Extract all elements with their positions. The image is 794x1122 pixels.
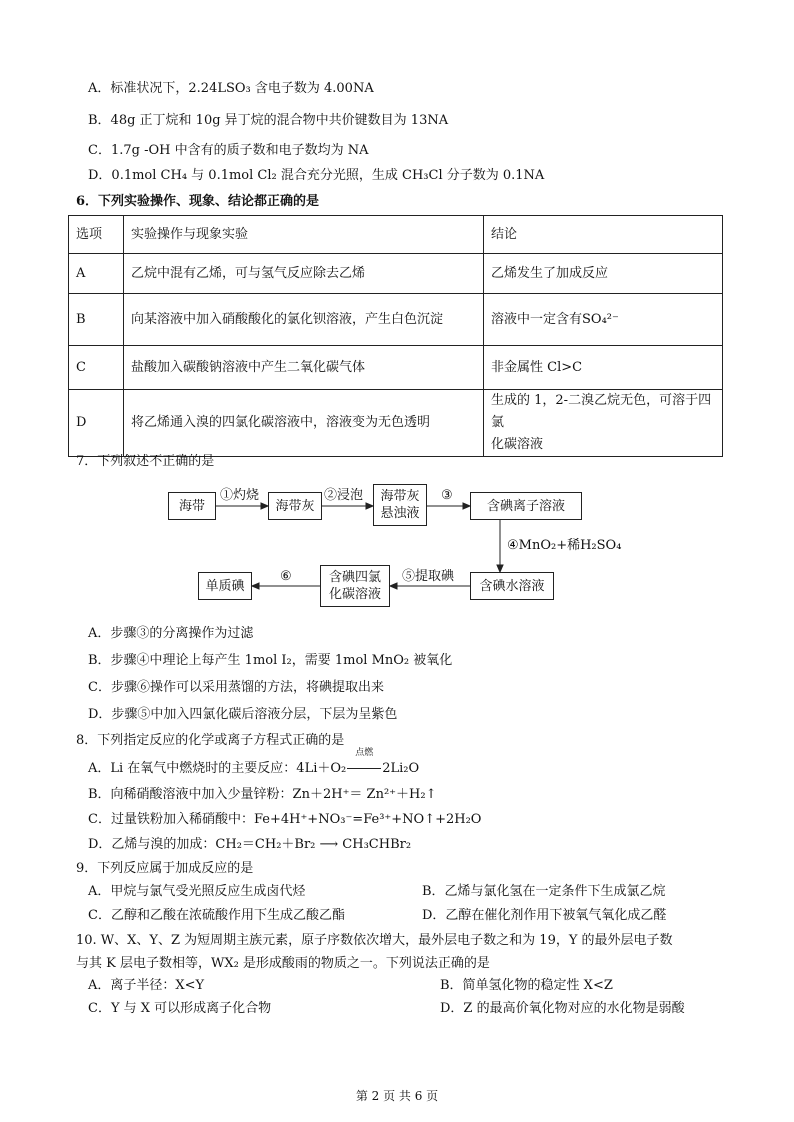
table-header-row bbox=[69, 216, 723, 254]
q8-option-b: B．向稀硝酸溶液中加入少量锌粉：Zn＋2H⁺＝ Zn²⁺＋H₂↑ bbox=[88, 787, 437, 802]
table-header-cell: 结论 bbox=[484, 216, 723, 254]
q10-stem-line-2: 与其 K 层电子数相等，WX₂ 是形成酸雨的物质之一。下列说法正确的是 bbox=[76, 956, 490, 971]
q7-option-b: B．步骤④中理论上每产生 1mol I₂，需要 1mol MnO₂ 被氧化 bbox=[88, 653, 453, 668]
q9-stem: 9．下列反应属于加成反应的是 bbox=[76, 861, 254, 876]
equals-line bbox=[347, 768, 381, 769]
q10-option-d: D．Z 的最高价氧化物对应的水化物是弱酸 bbox=[440, 1001, 685, 1016]
table-cell: 非金属性 Cl>C bbox=[484, 346, 723, 390]
flow-step-3-label: ③ bbox=[441, 488, 453, 503]
q5-option-b: B．48g 正丁烷和 10g 异丁烷的混合物中共价键数目为 13NA bbox=[88, 113, 449, 128]
table-cell: 溶液中一定含有SO₄²⁻ bbox=[484, 294, 723, 346]
flow-box-ash: 海带灰 bbox=[268, 492, 322, 520]
q8-option-c: C．过量铁粉加入稀硝酸中：Fe+4H⁺+NO₃⁻=Fe³⁺+NO↑+2H₂O bbox=[88, 812, 482, 827]
q8-stem: 8．下列指定反应的化学或离子方程式正确的是 bbox=[76, 733, 345, 748]
table-row bbox=[69, 254, 723, 294]
arrow-5-head bbox=[390, 583, 397, 589]
table-cell: C bbox=[69, 346, 124, 390]
flow-box-iodine-water: 含碘水溶液 bbox=[470, 572, 554, 600]
table-cell: 乙烷中混有乙烯，可与氢气反应除去乙烯 bbox=[124, 254, 484, 294]
q8-option-a-text: A．Li 在氧气中燃烧时的主要反应：4Li＋O₂ bbox=[88, 761, 347, 776]
flow-box-line: 含碘四氯 bbox=[328, 570, 381, 585]
table-cell: 向某溶液中加入硝酸酸化的氯化钡溶液，产生白色沉淀 bbox=[124, 294, 484, 346]
q9-option-d: D．乙醇在催化剂作用下被氧气氧化成乙醛 bbox=[422, 908, 667, 923]
flow-box-ccl4-solution bbox=[320, 565, 390, 607]
reaction-condition-arrow bbox=[346, 748, 382, 778]
q7-option-d: D．步骤⑤中加入四氯化碳后溶液分层，下层为呈紫色 bbox=[88, 707, 398, 722]
arrow-4-head bbox=[497, 565, 503, 572]
q5-option-c: C．1.7g -OH 中含有的质子数和电子数均为 NA bbox=[88, 143, 369, 158]
q9-option-a: A．甲烷与氯气受光照反应生成卤代烃 bbox=[88, 884, 306, 899]
q10-option-b: B．简单氢化物的稳定性 X<Z bbox=[440, 978, 613, 993]
flow-box-line: 海带灰 bbox=[380, 489, 420, 504]
table-cell-line: 化碳溶液 bbox=[491, 437, 544, 452]
flow-box-iodine: 单质碘 bbox=[198, 572, 252, 600]
table-cell-line: 生成的 1，2-二溴乙烷无色，可溶于四氯 bbox=[491, 393, 712, 430]
flow-step-5-label: ⑤提取碘 bbox=[402, 569, 455, 584]
flow-box-iodide-solution: 含碘离子溶液 bbox=[470, 492, 582, 520]
flow-step-2-label: ②浸泡 bbox=[324, 488, 364, 503]
table-cell: 乙烯发生了加成反应 bbox=[484, 254, 723, 294]
q6-table bbox=[68, 215, 723, 457]
flow-step-4-label: ④MnO₂+稀H₂SO₄ bbox=[507, 538, 622, 553]
table-cell: 盐酸加入碳酸钠溶液中产生二氧化碳气体 bbox=[124, 346, 484, 390]
flow-box-line: 悬浊液 bbox=[380, 506, 420, 521]
q9-option-c: C．乙醇和乙酸在浓硫酸作用下生成乙酸乙酯 bbox=[88, 908, 345, 923]
q5-option-a: A．标准状况下，2.24LSO₃ 含电子数为 4.00NA bbox=[88, 81, 374, 96]
q8-option-d: D．乙烯与溴的加成：CH₂＝CH₂＋Br₂ ⟶ CH₃CHBr₂ bbox=[88, 837, 412, 852]
reaction-condition: 点燃 bbox=[355, 748, 374, 758]
flow-box-line: 化碳溶液 bbox=[328, 587, 381, 602]
table-row bbox=[69, 346, 723, 390]
table-cell: A bbox=[69, 254, 124, 294]
page-footer: 第 2 页 共 6 页 bbox=[355, 1089, 439, 1103]
q9-option-b: B．乙烯与氯化氢在一定条件下生成氯乙烷 bbox=[422, 884, 666, 899]
arrow-1-head bbox=[261, 503, 268, 509]
flow-step-6-label: ⑥ bbox=[280, 569, 292, 584]
q5-option-d: D．0.1mol CH₄ 与 0.1mol Cl₂ 混合充分光照，生成 CH₃Cl 分子数为 0.1NA bbox=[88, 168, 545, 183]
q10-stem-line-1: 10. W、X、Y、Z 为短周期主族元素，原子序数依次增大，最外层电子数之和为 19，Y 的最外层电子数 bbox=[76, 933, 673, 948]
flow-box-seaweed: 海带 bbox=[168, 492, 216, 520]
q8-option-a-product: 2Li₂O bbox=[382, 761, 420, 776]
table-row bbox=[69, 390, 723, 457]
q7-stem: 7．下列叙述不正确的是 bbox=[76, 454, 215, 469]
q7-option-a: A．步骤③的分离操作为过滤 bbox=[88, 626, 254, 641]
table-row bbox=[69, 294, 723, 346]
table-cell: 将乙烯通入溴的四氯化碳溶液中，溶液变为无色透明 bbox=[124, 390, 484, 457]
q10-option-c: C．Y 与 X 可以形成离子化合物 bbox=[88, 1001, 272, 1016]
flow-step-1-label: ①灼烧 bbox=[220, 488, 260, 503]
q7-option-c: C．步骤⑥操作可以采用蒸馏的方法，将碘提取出来 bbox=[88, 680, 384, 695]
q8-option-a bbox=[88, 748, 420, 778]
table-header-cell: 实验操作与现象实验 bbox=[124, 216, 484, 254]
arrow-6-head bbox=[252, 583, 259, 589]
q10-option-a: A．离子半径：X<Y bbox=[88, 978, 205, 993]
arrow-2-head bbox=[366, 503, 373, 509]
flow-box-suspension bbox=[373, 484, 427, 526]
table-header-cell: 选项 bbox=[69, 216, 124, 254]
table-cell: D bbox=[69, 390, 124, 457]
arrow-3-head bbox=[463, 503, 470, 509]
table-cell bbox=[484, 390, 723, 457]
q6-stem: 6．下列实验操作、现象、结论都正确的是 bbox=[76, 194, 320, 209]
table-cell: B bbox=[69, 294, 124, 346]
